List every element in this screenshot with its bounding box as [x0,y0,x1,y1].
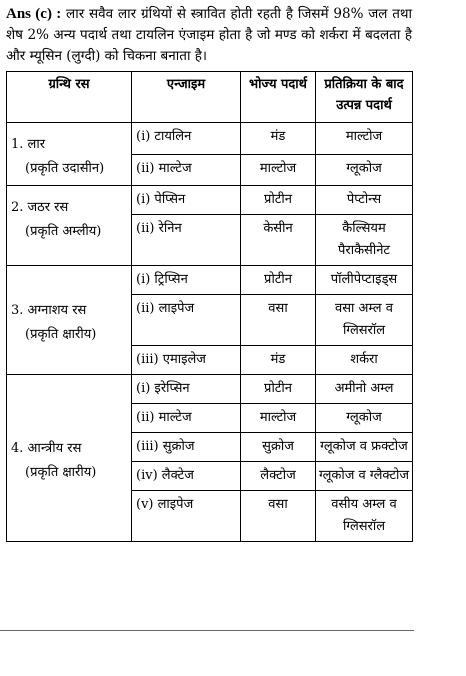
page-divider [0,630,414,631]
food-cell: लैक्टोज [241,462,316,491]
product-cell: वसा अम्ल व ग्लिसरॉल [316,295,413,346]
gland-cell [7,123,132,186]
product-cell: वसीय अम्ल व ग्लिसरॉल [316,491,413,542]
enzyme-cell: (i) इरेप्सिन [132,375,241,404]
food-cell: वसा [241,295,316,346]
gland-nature: (प्रकृति अम्लीय) [25,224,102,239]
enzyme-cell: (ii) रेनिन [132,215,241,266]
gland-name: 3. अग्नाशय रस [11,303,87,318]
gland-name: 2. जठर रस [11,200,69,215]
enzyme-cell: (iii) एमाइलेज [132,346,241,375]
product-cell: ग्लूकोज [316,404,413,433]
header-gland-juice: ग्रन्थि रस [7,72,132,123]
table-body [7,123,413,542]
table-row [7,186,413,215]
enzyme-cell: (i) पेप्सिन [132,186,241,215]
product-cell: पेप्टोन्स [316,186,413,215]
product-cell: माल्टोज [316,123,413,155]
gland-nature: (प्रकृति क्षारीय) [25,465,97,480]
food-cell: प्रोटीन [241,375,316,404]
table-row [7,123,413,155]
product-cell: ग्लूकोज व फ्रक्टोज [316,433,413,462]
enzyme-cell: (iii) सुक्रोज [132,433,241,462]
product-cell: शर्करा [316,346,413,375]
header-food: भोज्य पदार्थ [241,72,316,123]
gland-cell [7,375,132,542]
food-cell: मंड [241,346,316,375]
gland-cell [7,186,132,266]
digestive-enzymes-table [6,71,413,542]
enzyme-cell: (v) लाइपेज [132,491,241,542]
gland-nature: (प्रकृति क्षारीय) [25,327,97,342]
enzyme-cell: (iv) लैक्टेज [132,462,241,491]
gland-cell [7,266,132,375]
gland-name: 4. आन्त्रीय रस [11,441,82,456]
food-cell: वसा [241,491,316,542]
answer-text: लार सवैव लार ग्रंथियों से स्त्रावित होती रहती है जिसमें 98% जल तथा शेष 2% अन्य पदार्थ तथा टायलिन एंजाइम होता है जो मण्ड को शर्करा में बदलता है और म्यूसिन (लुग्दी) को चिकना बनाता है। [6,6,413,64]
product-cell: ग्लूकोज व ग्लैक्टोज [316,462,413,491]
product-cell: कैल्सियम पैराकैसीनेट [316,215,413,266]
header-enzyme: एन्जाइम [132,72,241,123]
enzyme-cell: (ii) लाइपेज [132,295,241,346]
answer-label: Ans (c) : [6,6,62,22]
gland-nature: (प्रकृति उदासीन) [25,161,105,176]
food-cell: माल्टोज [241,404,316,433]
answer-paragraph [6,4,412,67]
product-cell: पॉलीपेप्टाइड्स [316,266,413,295]
food-cell: प्रोटीन [241,186,316,215]
product-cell: अमीनो अम्ल [316,375,413,404]
gland-name: 1. लार [11,137,46,152]
food-cell: प्रोटीन [241,266,316,295]
product-cell: ग्लूकोज [316,154,413,186]
table-row [7,375,413,404]
enzyme-cell: (i) ट्रिप्सिन [132,266,241,295]
table-header-row [7,72,413,123]
enzyme-cell: (ii) माल्टेज [132,404,241,433]
food-cell: केसीन [241,215,316,266]
enzyme-cell: (ii) माल्टेज [132,154,241,186]
table-row [7,266,413,295]
food-cell: सुक्रोज [241,433,316,462]
header-product: प्रतिक्रिया के बाद उत्पन्न पदार्थ [316,72,413,123]
answer-block [6,4,412,542]
food-cell: माल्टोज [241,154,316,186]
food-cell: मंड [241,123,316,155]
enzyme-cell: (i) टायलिन [132,123,241,155]
